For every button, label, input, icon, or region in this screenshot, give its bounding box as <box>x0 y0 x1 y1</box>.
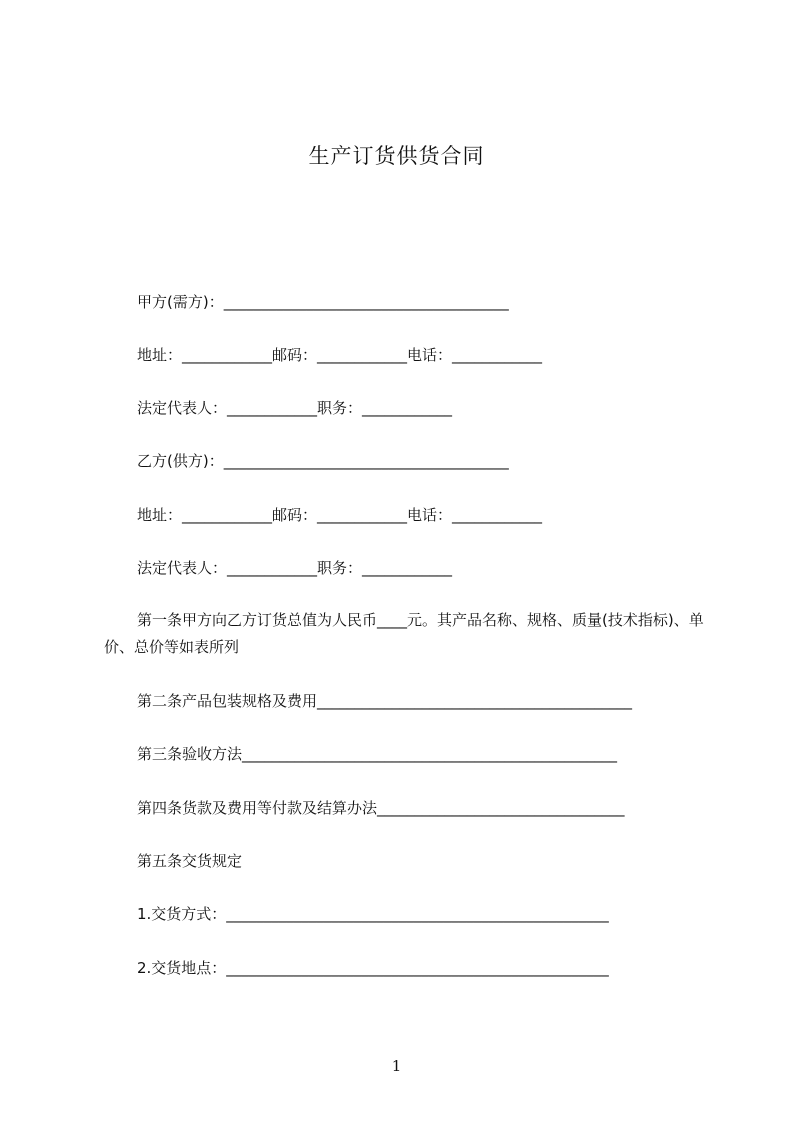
article-2-line: 第二条产品包装规格及费用__________________________________________ <box>137 692 633 710</box>
article-4-line: 第四条货款及费用等付款及结算办法_________________________________ <box>137 799 625 817</box>
party-b-representative-line: 法定代表人：____________职务：____________ <box>137 559 453 577</box>
party-b-name-line: 乙方(供方)：______________________________________ <box>137 452 509 470</box>
delivery-location-line: 2.交货地点：___________________________________________________ <box>137 959 609 977</box>
party-a-name-line: 甲方(需方)：______________________________________ <box>137 293 509 311</box>
document-title: 生产订货供货合同 <box>308 144 485 168</box>
party-a-representative-line: 法定代表人：____________职务：____________ <box>137 399 453 417</box>
party-b-address-line: 地址：____________邮码：____________电话：____________ <box>137 506 543 524</box>
delivery-method-line: 1.交货方式：___________________________________________________ <box>137 905 609 923</box>
party-a-address-line: 地址：____________邮码：____________电话：____________ <box>137 346 543 364</box>
page-number: 1 <box>391 1057 402 1075</box>
article-3-line: 第三条验收方法__________________________________________________ <box>137 745 618 763</box>
article-1-paragraph: 第一条甲方向乙方订货总值为人民币____元。其产品名称、规格、质量(技术指标)、单价、总价等如表所列 <box>104 611 704 656</box>
article-5-heading: 第五条交货规定 <box>137 852 243 870</box>
